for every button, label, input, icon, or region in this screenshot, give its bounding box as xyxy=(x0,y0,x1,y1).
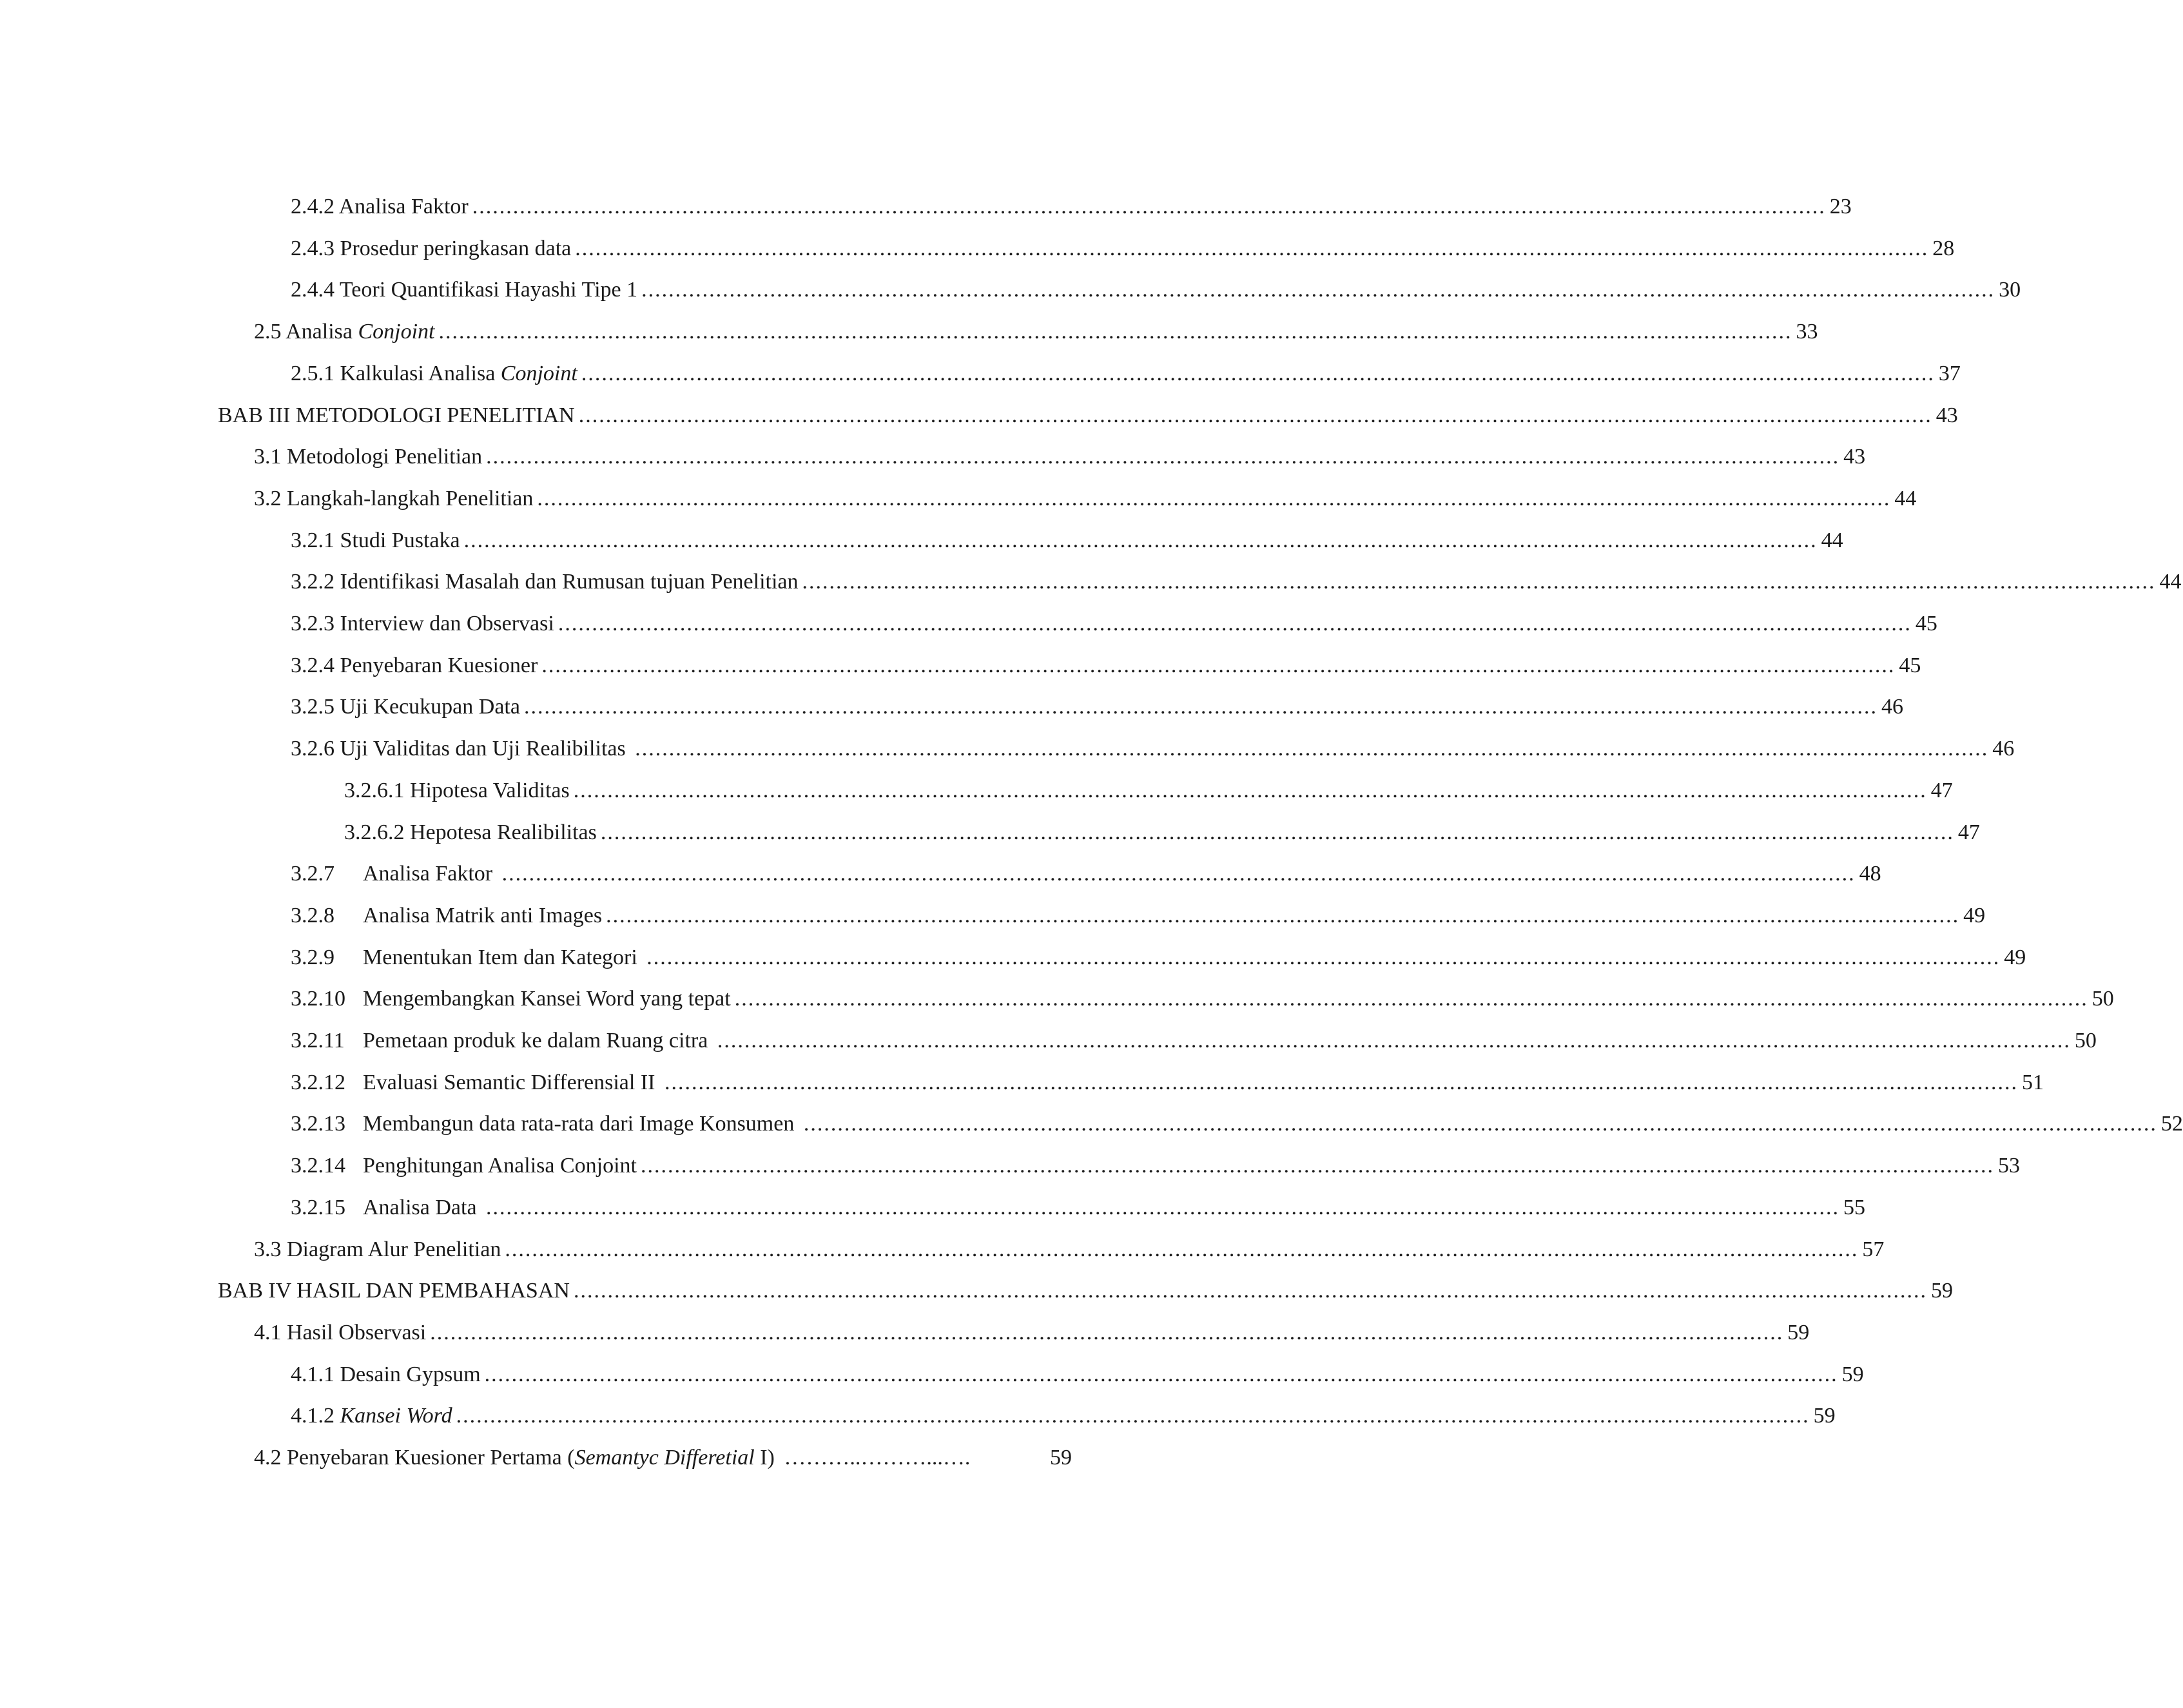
page-number: 43 xyxy=(1843,445,1866,469)
dot-leader: ........................................................................................................................................................................................................ xyxy=(578,403,1932,427)
toc-entry-text: 4.1 Hasil Observasi xyxy=(254,1321,427,1344)
dot-leader: ........................................................................................................................................................................................................ xyxy=(665,1071,2018,1094)
dot-leader: ........................................................................................................................................................................................................ xyxy=(581,362,1935,385)
toc-entry-text: 3.2.1 Studi Pustaka xyxy=(291,529,460,552)
toc-entry-title xyxy=(218,1276,570,1306)
toc-entry-number: 3.2.8 xyxy=(291,904,335,927)
toc-entry-number: 3.2.14 xyxy=(291,1154,345,1178)
page-number: 59 xyxy=(1813,1404,1836,1428)
toc-entry xyxy=(291,900,1986,931)
toc-entry-text: Membangun data rata-rata dari Image Konsumen xyxy=(363,1112,800,1136)
page-number: 46 xyxy=(1992,737,2015,761)
dot-leader: ........................................................................................................................................................................................................ xyxy=(635,737,1989,761)
page-number: 37 xyxy=(1938,362,1961,385)
toc-entry-title xyxy=(291,1150,637,1181)
toc-entry xyxy=(344,775,1953,806)
toc-entry-number: 3.2.15 xyxy=(291,1196,345,1219)
toc-entry-title xyxy=(344,817,597,848)
toc-entry-title xyxy=(291,1067,661,1098)
toc-entry xyxy=(254,1442,1072,1473)
toc-entry-text: Analisa Data xyxy=(363,1196,483,1219)
toc-entry xyxy=(291,733,2015,764)
toc-entry xyxy=(291,1067,2044,1098)
toc-entry-text: Kansei Word xyxy=(340,1404,452,1428)
toc-entry-title xyxy=(291,567,799,597)
toc-entry xyxy=(291,1192,1866,1223)
page-number: 51 xyxy=(2022,1071,2044,1094)
toc-entry-number: 3.2.12 xyxy=(291,1071,345,1094)
toc-entry-title xyxy=(291,1025,713,1056)
toc-entry-text: Analisa Matrik anti Images xyxy=(363,904,603,927)
page-number: 50 xyxy=(2074,1029,2097,1053)
toc-entry xyxy=(291,525,1843,556)
toc-entry-text: 3.2.3 Interview dan Observasi xyxy=(291,612,554,636)
toc-entry xyxy=(291,275,2021,306)
dot-leader: ........................................................................................................................................................................................................ xyxy=(573,779,1927,802)
page-number: 52 xyxy=(2160,1112,2183,1136)
page-number: 49 xyxy=(2004,946,2026,969)
toc-entry-title xyxy=(254,442,482,472)
page-number: 59 xyxy=(1841,1363,1864,1386)
toc-entry-title xyxy=(291,1192,482,1223)
toc-entry-number: 3.2.9 xyxy=(291,946,335,969)
toc-entry-text: 3.1 Metodologi Penelitian xyxy=(254,445,483,469)
toc-entry-title xyxy=(291,191,469,222)
page-number: 50 xyxy=(2091,987,2114,1011)
toc-entry xyxy=(254,1234,1885,1265)
page-number: 45 xyxy=(1899,654,1921,677)
dot-leader: ........................................................................................................................................................................................................ xyxy=(646,946,2001,969)
toc-entry-title xyxy=(291,525,460,556)
toc-entry-text: 3.2.6.2 Hepotesa Realibilitas xyxy=(344,820,597,844)
toc-entry xyxy=(291,191,1852,222)
toc-entry-number: 3.2.13 xyxy=(291,1112,345,1136)
toc-entry-text: 3.2.2 Identifikasi Masalah dan Rumusan tujuan Penelitian xyxy=(291,570,799,594)
toc-entry xyxy=(218,400,1958,431)
dot-leader: ........................................................................................................................................................................................................ xyxy=(456,1404,1810,1428)
toc-entry-title xyxy=(254,316,435,347)
dot-leader: ........................................................................................................................................................................................................ xyxy=(484,1363,1838,1386)
page-number: 33 xyxy=(1796,320,1818,344)
toc-entry-title xyxy=(291,608,554,639)
toc-entry xyxy=(291,358,1961,389)
toc-entry-title xyxy=(291,942,643,973)
page-number: 53 xyxy=(1997,1154,2020,1178)
dot-leader: ........................................................................................................................................................................................................ xyxy=(486,445,1840,469)
dot-leader: ........................................................................................................................................................................................................ xyxy=(430,1321,1784,1344)
dot-leader: ........................................................................................................................................................................................................ xyxy=(505,1237,1859,1261)
toc-entry-title xyxy=(291,358,577,389)
dot-leader: ........................................................................................................................................................................................................ xyxy=(558,612,1912,636)
page-number: 59 xyxy=(1930,1279,1953,1303)
toc-entry-number: 3.2.7 xyxy=(291,862,335,886)
toc-entry-number: 3.2.11 xyxy=(291,1029,345,1053)
dot-leader: ........................................................................................................................................................................................................ xyxy=(523,695,1877,719)
dot-leader: ........................................................................................................................................................................................................ xyxy=(575,237,1929,260)
toc-entry-text: Menentukan Item dan Kategori xyxy=(363,946,643,969)
page-number: 48 xyxy=(1859,862,1881,886)
toc-entry xyxy=(291,942,2026,973)
toc-entry-number: 3.2.10 xyxy=(291,987,345,1011)
dot-leader: ........................................................................................................................................................................................................ xyxy=(486,1196,1840,1219)
toc-entry-title xyxy=(291,1401,452,1431)
toc-entry xyxy=(291,1359,1864,1390)
toc-entry-text: 3.2.4 Penyebaran Kuesioner xyxy=(291,654,538,677)
toc-entry-title xyxy=(291,692,520,723)
toc-entry-text: Analisa Faktor xyxy=(363,862,498,886)
toc-entry-text: Penghitungan Analisa Conjoint xyxy=(363,1154,637,1178)
page-number: 44 xyxy=(1821,529,1843,552)
dot-leader: ........................................................................................................................................................................................................ xyxy=(606,904,1960,927)
dot-leader: ........................................................................................................................................................................................................ xyxy=(734,987,2088,1011)
dot-leader: ........................................................................................................................................................................................................ xyxy=(640,1154,1994,1178)
dot-leader: ………..………...…. xyxy=(784,1446,971,1470)
toc-entry-title xyxy=(291,275,637,306)
toc-entry-text: 3.2.6.1 Hipotesa Validitas xyxy=(344,779,570,802)
toc-entry xyxy=(291,233,1955,264)
page-number: 59 xyxy=(1787,1321,1810,1344)
page-number: 47 xyxy=(1930,779,1953,802)
dot-leader: ........................................................................................................................................................................................................ xyxy=(717,1029,2071,1053)
toc-entry xyxy=(254,483,1917,514)
toc-entry-text: 4.1.1 Desain Gypsum xyxy=(291,1363,481,1386)
toc-entry-title xyxy=(254,483,533,514)
toc-entry-text: 2.4.4 Teori Quantifikasi Hayashi Tipe 1 xyxy=(291,278,638,302)
page-number: 23 xyxy=(1829,195,1852,218)
toc-entry-title xyxy=(254,1317,426,1348)
toc-entry xyxy=(291,859,1881,889)
toc-entry-text: 3.3 Diagram Alur Penelitian xyxy=(254,1237,501,1261)
page-number: 46 xyxy=(1881,695,1903,719)
toc-entry-title xyxy=(291,1109,800,1140)
dot-leader: ........................................................................................................................................................................................................ xyxy=(600,820,1954,844)
dot-leader: ........................................................................................................................................................................................................ xyxy=(472,195,1826,218)
page-number: 59 xyxy=(1050,1446,1072,1470)
dot-leader: ........................................................................................................................................................................................................ xyxy=(537,487,1891,510)
toc-entry-text: Conjoint xyxy=(500,362,577,385)
toc-entry-text: 3.2.6 Uji Validitas dan Uji Realibilitas xyxy=(291,737,632,761)
toc-entry-title xyxy=(291,859,498,889)
page-number: 49 xyxy=(1963,904,1986,927)
page-number: 44 xyxy=(1894,487,1917,510)
page-number: 55 xyxy=(1843,1196,1866,1219)
toc-entry xyxy=(291,567,2182,597)
toc-entry-title xyxy=(344,775,570,806)
toc-entry xyxy=(291,1150,2020,1181)
toc-entry xyxy=(291,692,1903,723)
toc-entry xyxy=(291,1025,2097,1056)
page-number: 43 xyxy=(1936,403,1958,427)
toc-entry-title xyxy=(291,1359,481,1390)
toc-entry-title xyxy=(291,650,538,681)
toc-entry-text: Evaluasi Semantic Differensial II xyxy=(363,1071,661,1094)
toc-entry-text: I) xyxy=(754,1446,781,1470)
toc-entry-text: 4.1.2 xyxy=(291,1404,340,1428)
dot-leader: ........................................................................................................................................................................................................ xyxy=(501,862,1856,886)
page-number: 28 xyxy=(1932,237,1955,260)
toc-entry xyxy=(254,442,1866,472)
toc-entry xyxy=(254,1317,1810,1348)
toc-entry-text: 2.5.1 Kalkulasi Analisa xyxy=(291,362,501,385)
dot-leader: ........................................................................................................................................................................................................ xyxy=(641,278,1995,302)
toc-entry-text: Pemetaan produk ke dalam Ruang citra xyxy=(363,1029,713,1053)
toc-entry-text: 2.5 Analisa xyxy=(254,320,358,344)
page-number: 44 xyxy=(2159,570,2182,594)
toc-entry xyxy=(291,984,2114,1014)
toc-entry-title xyxy=(291,900,602,931)
toc-entry-text: BAB III METODOLOGI PENELITIAN xyxy=(218,403,575,427)
toc-entry-text: 2.4.2 Analisa Faktor xyxy=(291,195,469,218)
toc-entry xyxy=(344,817,1980,848)
toc-entry-text: 3.2.5 Uji Kecukupan Data xyxy=(291,695,520,719)
dot-leader: ........................................................................................................................................................................................................ xyxy=(573,1279,1927,1303)
toc-entry xyxy=(291,650,1921,681)
toc-entry-title xyxy=(254,1234,501,1265)
dot-leader: ........................................................................................................................................................................................................ xyxy=(803,1112,2157,1136)
toc-entry-text: 4.2 Penyebaran Kuesioner Pertama ( xyxy=(254,1446,575,1470)
toc-entry-text: Mengembangkan Kansei Word yang tepat xyxy=(363,987,731,1011)
dot-leader: ........................................................................................................................................................................................................ xyxy=(438,320,1792,344)
dot-leader: ........................................................................................................................................................................................................ xyxy=(463,529,1818,552)
toc-entry xyxy=(291,1401,1836,1431)
toc-entry-title xyxy=(291,733,631,764)
toc-entry-text: Semantyc Differetial xyxy=(574,1446,755,1470)
toc-entry-text: 2.4.3 Prosedur peringkasan data xyxy=(291,237,572,260)
toc-entry-text: BAB IV HASIL DAN PEMBAHASAN xyxy=(218,1279,570,1303)
toc-entry-title xyxy=(218,400,575,431)
toc-entry-title xyxy=(291,233,571,264)
toc-entry-title xyxy=(291,984,731,1014)
page-number: 30 xyxy=(1999,278,2021,302)
toc-entry xyxy=(291,608,1937,639)
page-number: 47 xyxy=(1957,820,1980,844)
toc-entry-text: Conjoint xyxy=(358,320,435,344)
toc-entry xyxy=(218,1276,1953,1306)
toc-entry xyxy=(254,316,1818,347)
toc-entry-text: 3.2 Langkah-langkah Penelitian xyxy=(254,487,534,510)
page-number: 45 xyxy=(1915,612,1937,636)
page-number: 57 xyxy=(1862,1237,1885,1261)
dot-leader: ........................................................................................................................................................................................................ xyxy=(802,570,2156,594)
dot-leader: ........................................................................................................................................................................................................ xyxy=(541,654,1896,677)
toc-entry xyxy=(291,1109,2183,1140)
toc-entry-title xyxy=(254,1442,780,1473)
